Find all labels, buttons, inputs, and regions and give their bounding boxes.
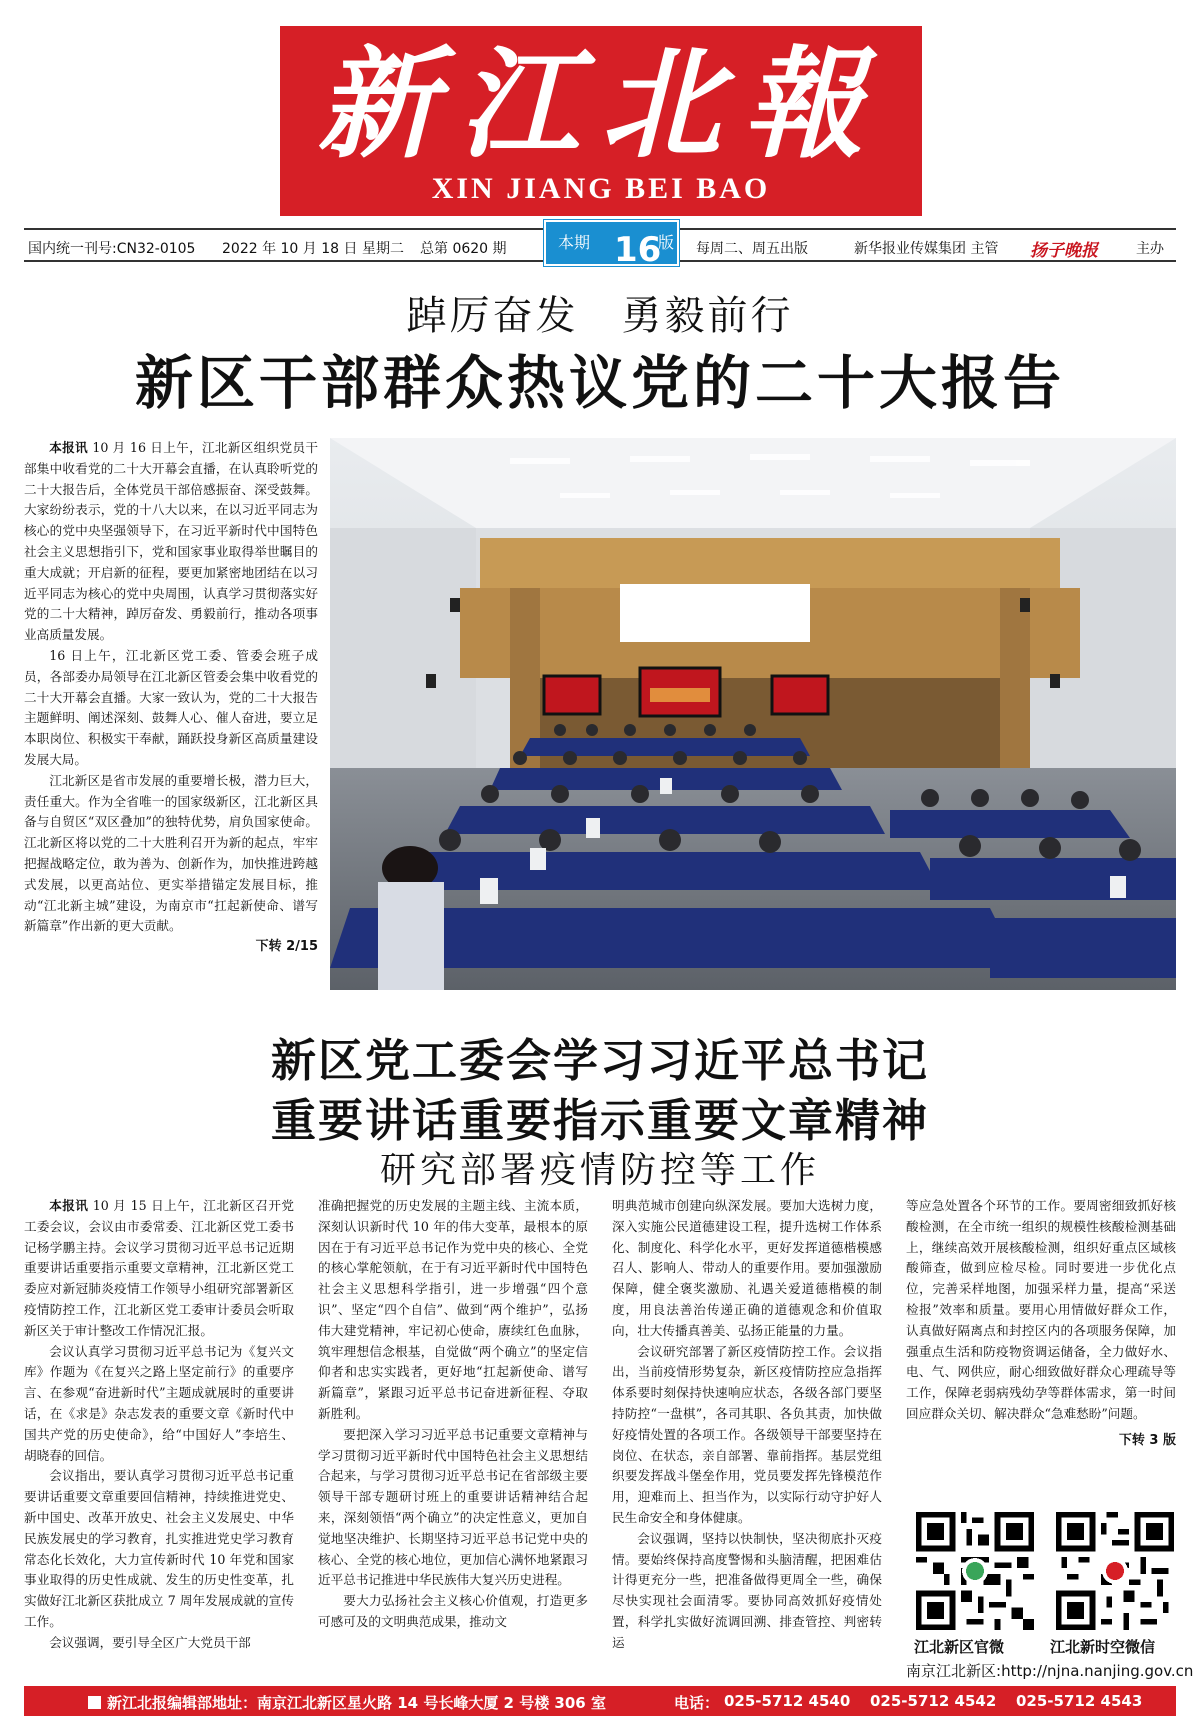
article2-column-3 <box>612 1196 882 1654</box>
footer-phone-1: 025-5712 4540 <box>724 1692 851 1710</box>
issue-date: 2022 年 10 月 18 日 星期二 <box>222 241 404 257</box>
headline1-subtitle: 踔厉奋发 勇毅前行 <box>406 293 794 339</box>
edition-unit: 版 <box>658 233 675 252</box>
edition-number: 16 <box>614 230 662 270</box>
article2-paragraph: 要把深入学习习近平总书记重要文章精神与学习贯彻习近平新时代中国特色社会主义思想结合起来，与学习贯彻习近平总书记在省部级主要领导干部专题研讨班上的重要讲话精神结合起来，深刻领悟“两个确立”的决定性意义，更加自觉地坚决维护、长期坚持习近平总书记党中央的核心、全党的核心地位，更加信心满怀地紧跟习近平总书记推进中华民族伟大复兴历史进程。 <box>318 1426 588 1588</box>
supervisor: 新华报业传媒集团 主管 <box>854 241 999 257</box>
article2-paragraph: 会议认真学习贯彻习近平总书记为《复兴文库》作题为《在复兴之路上坚定前行》的重要序言、在参观“奋进新时代”主题成就展时的重要讲话，在《求是》杂志发表的重要文章《新时代中国共产党的历史使命》，给“中国好人”李培生、胡晓春的回信。 <box>24 1343 294 1463</box>
issue-number: 总第 0620 期 <box>420 241 507 257</box>
edition-badge <box>544 220 679 270</box>
info-bar <box>24 228 1176 270</box>
headline2-line2: 重要讲话重要指示重要文章精神 <box>270 1094 929 1147</box>
article2-paragraph: 10 月 15 日上午，江北新区召开党工委会议，会议由市委常委、江北新区党工委书记杨学鹏主持。会议学习贯彻习近平总书记近期重要讲话重要指示重要文章精神，江北新区党工委应对新冠肺炎疫情工作领导小组研究部署新区疫情防控工作，江北新区党工委审计委员会听取新区关于审计整改工作情况汇报。 <box>24 1198 295 1338</box>
article1-paragraph: 10 月 16 日上午，江北新区组织党员干部集中收看党的二十大开幕会直播，在认真聆听党的二十大报告后，全体党员干部倍感振奋、深受鼓舞。大家纷纷表示，党的十八大以来，在以习近平同志为核心的党中央坚强领导下，在习近平新时代中国特色社会主义思想指引下，党和国家事业取得举世瞩目的重大成就；开启新的征程，要更加紧密地团结在以习近平同志为核心的党中央周围，认真学习贯彻落实好党的二十大精神，踔厉奋发、勇毅前行，推动各项事业高质量发展。 <box>24 440 318 643</box>
article1-turn: 下转 2/15 <box>255 939 318 955</box>
article1-column <box>24 438 318 958</box>
newspaper-title: 新江北報 <box>317 34 885 175</box>
conference-hall-illustration <box>330 438 1176 990</box>
article2-column-1 <box>24 1196 294 1654</box>
article2-lead: 本报讯 <box>49 1198 89 1213</box>
article2-paragraph: 会议指出，要认真学习贯彻习近平总书记重要讲话重要文章重要回信精神，持续推进党史、新中国史、改革开放史、社会主义发展史、中华民族发展史的学习教育，扎实推进党史学习教育常态化长效化，大力宣传新时代 10 年党和国家事业取得的历史性成就、发生的历史性变革，扎实做好江北新区获批成立 7 周年发展成就的宣传工作。 <box>24 1468 294 1629</box>
article2-paragraph: 会议强调，要引导全区广大党员干部 <box>49 1634 251 1650</box>
article1-paragraph: 江北新区是省市发展的重要增长极，潜力巨大，责任重大。作为全省唯一的国家级新区，江北新区具备与自贸区“双区叠加”的独特优势，肩负国家使命。江北新区将以党的二十大胜利召开为新的起点，牢牢把握战略定位，敢为善为、创新作为，加快推进跨越式发展，以更高站位、更实举措锚定发展目标，推动“江北新主城”建设，为南京市“扛起新使命、谱写新篇章”作出新的更大贡献。 <box>24 772 318 934</box>
conference-hall-photo <box>330 438 1176 990</box>
article2-paragraph: 准确把握党的历史发展的主题主线、主流本质，深刻认识新时代 10 年的伟大变革，最根本的原因在于有习近平总书记作为党中央的核心、全党的核心掌舵领航，在于有习近平新时代中国特色社会主义思想科学指引，进一步增强“四个意识”、坚定“四个自信”、做到“两个维护”，弘扬伟大建党精神，牢记初心使命，赓续红色血脉，筑牢理想信念根基，自觉做“两个确立”的坚定信仰者和忠实实践者，更好地“扛起新使命、谱写新篇章”，紧跟习近平总书记奋进新征程、夺取新胜利。 <box>318 1198 588 1421</box>
article2-paragraph: 等应急处置各个环节的工作。要周密细致抓好核酸检测，在全市统一组织的规模性核酸检测基础上，继续高效开展核酸检测，组织好重点区域核酸筛查，做到应检尽检。同时要进一步优化点位，完善采样地图，加强采样力量，提高“采送检报”效率和质量。要用心用情做好群众工作，认真做好隔离点和封控区内的各项服务保障，加强重点生活和防疫物资调运储备，全力做好水、电、气、网供应，耐心细致做好群众心理疏导等工作，保障老弱病残幼孕等群体需求，第一时间回应群众关切、解决群众“急难愁盼”问题。 <box>906 1198 1176 1421</box>
qr-caption-right: 江北新时空微信 <box>1050 1638 1156 1656</box>
article2-column-2 <box>318 1196 588 1633</box>
square-bullet-icon <box>88 1696 101 1709</box>
edition-label: 本期 <box>558 233 591 252</box>
article2-paragraph: 要大力弘扬社会主义核心价值观，打造更多可感可及的文明典范成果，推动文 <box>318 1593 588 1629</box>
footer-phone-label: 电话： <box>674 1694 720 1712</box>
website <box>906 1660 1193 1681</box>
qr-code-wechat[interactable] <box>1056 1512 1174 1630</box>
masthead <box>280 26 922 216</box>
footer-bar <box>24 1686 1176 1716</box>
website-label: 南京江北新区: <box>906 1662 1002 1680</box>
issn: 国内统一刊号:CN32-0105 <box>28 241 196 257</box>
footer-phone-2: 025-5712 4542 <box>870 1692 997 1710</box>
newspaper-pinyin: XIN JIANG BEI BAO <box>431 172 771 205</box>
headline2-line1: 新区党工委会学习习近平总书记 <box>270 1034 929 1087</box>
website-url[interactable]: http://njna.nanjing.gov.cn <box>1001 1662 1194 1680</box>
article1-paragraph: 16 日上午，江北新区党工委、管委会班子成员，各部委办局领导在江北新区管委会集中收看党的二十大开幕会直播。大家一致认为，党的二十大报告主题鲜明、阐述深刻、鼓舞人心、催人奋进，要立足本职岗位、积极实干奉献，踊跃投身新区高质量建设发展大局。 <box>24 647 318 767</box>
article1-lead: 本报讯 <box>49 440 88 455</box>
article2-turn: 下转 3 版 <box>1118 1432 1176 1448</box>
sponsor-logo: 扬子晚报 <box>1030 241 1098 261</box>
article2-column-4 <box>906 1196 1176 1452</box>
qr-caption-left: 江北新区官微 <box>914 1638 1005 1656</box>
sponsor-suffix: 主办 <box>1136 241 1164 257</box>
article2-paragraph: 明典范城市创建向纵深发展。要加大选树力度，深入实施公民道德建设工程，提升选树工作体系化、制度化、科学化水平，更好发挥道德楷模感召人、影响人、带动人的重要作用。要加强激励保障，健全褒奖激励、礼遇关爱道德楷模的制度，用良法善治传递正确的道德观念和价值取向，壮大传播真善美、弘扬正能量的力量。 <box>612 1198 882 1338</box>
footer-address: 新江北报编辑部地址：南京江北新区星火路 14 号长峰大厦 2 号楼 306 室 <box>107 1694 606 1712</box>
headline1-title: 新区干部群众热议党的二十大报告 <box>134 349 1065 417</box>
qr-code-official-weibo[interactable] <box>916 1512 1034 1630</box>
article2-paragraph: 会议强调，坚持以快制快，坚决彻底扑灭疫情。要始终保持高度警惕和头脑清醒，把困难估计得更充分一些，把准备做得更周全一些，确保尽快实现社会面清零。要协同高效抓好疫情处置，科学扎实做好流调回溯、排查管控、判密转运 <box>612 1530 882 1650</box>
headline2-subtitle: 研究部署疫情防控等工作 <box>379 1150 820 1191</box>
article2-paragraph: 会议研究部署了新区疫情防控工作。会议指出，当前疫情形势复杂，新区疫情防控应急指挥体系要时刻保持快速响应状态，各级各部门要坚持防控“一盘棋”，各司其职、各负其责，加快做好疫情处置的各项工作。各级领导干部要坚持在岗位、在状态，亲自部署、靠前指挥。基层党组织要发挥战斗堡垒作用，党员要发挥先锋模范作用，迎难而上、担当作为，以实际行动守护好人民生命安全和身体健康。 <box>612 1343 882 1525</box>
publish-schedule: 每周二、周五出版 <box>696 241 808 257</box>
footer-phone-3: 025-5712 4543 <box>1016 1692 1143 1710</box>
